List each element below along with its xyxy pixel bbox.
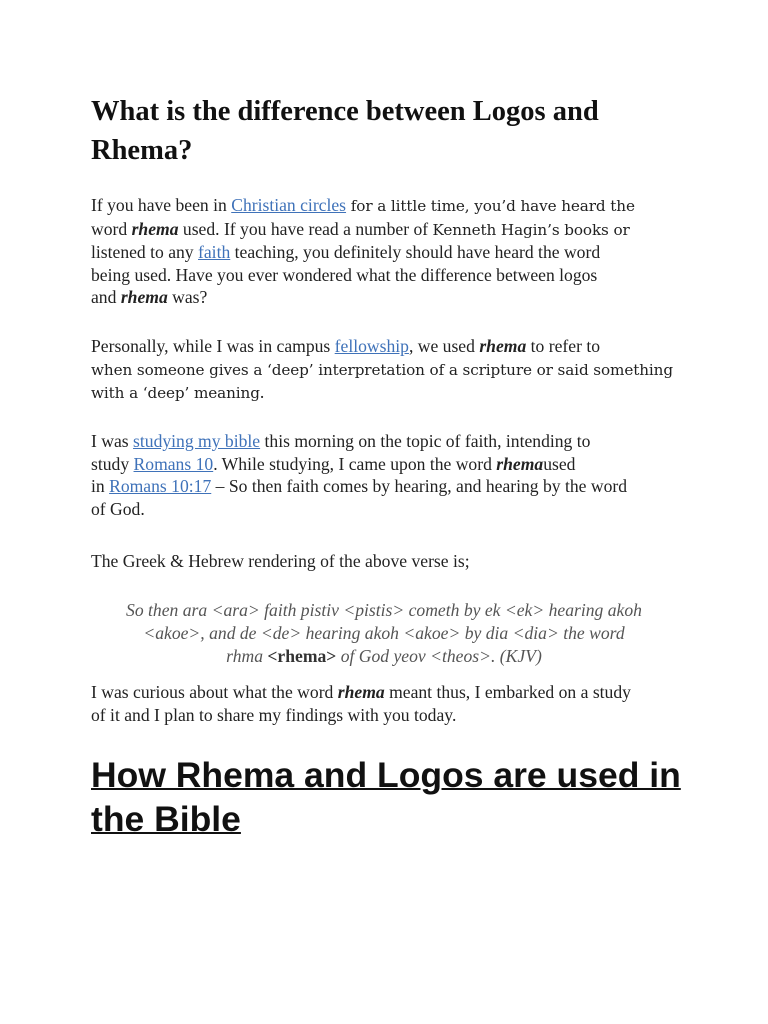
text: meant thus, I embarked on a study xyxy=(384,682,631,702)
text: – So then faith comes by hearing, and hearing by the word xyxy=(211,476,628,496)
text: in xyxy=(91,476,110,496)
link-faith[interactable]: faith xyxy=(198,242,231,262)
verse-line: of God yeov <theos>. (KJV) xyxy=(336,646,542,666)
paragraph-personal xyxy=(91,335,673,405)
text: being used. Have you ever wondered what the difference between logos xyxy=(91,264,598,285)
text: was? xyxy=(167,287,208,307)
article-title: What is the difference between Logos and Rhema? xyxy=(91,96,599,166)
text: with a ‘deep’ meaning xyxy=(91,384,260,402)
verse-line: rhma xyxy=(226,646,268,666)
text: for a little time, you’d have heard the xyxy=(346,197,635,215)
text: this morning on the topic of faith, intending to xyxy=(260,431,591,451)
text: used. If you have read a number of xyxy=(178,218,433,239)
paragraph-intro xyxy=(91,194,673,309)
text: . xyxy=(259,382,265,402)
text: Kenneth Hagin’s books or xyxy=(432,220,630,239)
emphasis-rhema: rhema xyxy=(337,682,385,702)
text: of it and I plan to share my findings with you today. xyxy=(91,704,457,725)
paragraph-greek-hebrew: The Greek & Hebrew rendering of the above verse is; xyxy=(91,551,470,571)
paragraph-curious xyxy=(91,681,673,726)
link-studying-my-bible[interactable]: studying my bible xyxy=(133,431,261,451)
section-heading: How Rhema and Logos are used in the Bible xyxy=(91,755,681,839)
text: . While studying, I came upon the word xyxy=(213,453,497,474)
text: listened to any xyxy=(91,242,199,262)
emphasis-rhema: rhema xyxy=(120,287,168,307)
link-fellowship[interactable]: fellowship xyxy=(334,336,409,356)
text: study xyxy=(91,453,134,474)
text: I was xyxy=(91,431,134,451)
text: and xyxy=(91,287,121,307)
text: of God. xyxy=(91,498,145,519)
text: teaching, you definitely should have heard the word xyxy=(230,242,601,262)
text: If you have been in xyxy=(91,195,232,215)
text: , we used xyxy=(408,336,480,356)
emphasis-rhema: rhema xyxy=(496,453,544,474)
verse-line: <akoe>, and de <de> hearing akoh <akoe> by dia <dia> the word xyxy=(143,623,625,643)
text: I was curious about what the word xyxy=(91,682,338,702)
verse-line: So then ara <ara> faith pistiv <pistis> cometh by ek <ek> hearing akoh xyxy=(126,600,642,620)
text: to refer to xyxy=(526,336,601,356)
verse-quote xyxy=(96,599,672,668)
text: when someone gives a ‘deep’ interpretation of a scripture or said something xyxy=(91,360,673,379)
link-christian-circles[interactable]: Christian circles xyxy=(231,195,347,215)
emphasis-rhema: rhema xyxy=(131,218,179,239)
text: word xyxy=(91,218,132,239)
paragraph-study xyxy=(91,430,673,520)
link-romans-10[interactable]: Romans 10 xyxy=(133,453,214,474)
verse-rhema-word: <rhema> xyxy=(267,646,337,666)
text: used xyxy=(543,453,576,474)
link-romans-10-17[interactable]: Romans 10:17 xyxy=(109,476,212,496)
emphasis-rhema: rhema xyxy=(479,336,527,356)
text: Personally, while I was in campus xyxy=(91,336,335,356)
